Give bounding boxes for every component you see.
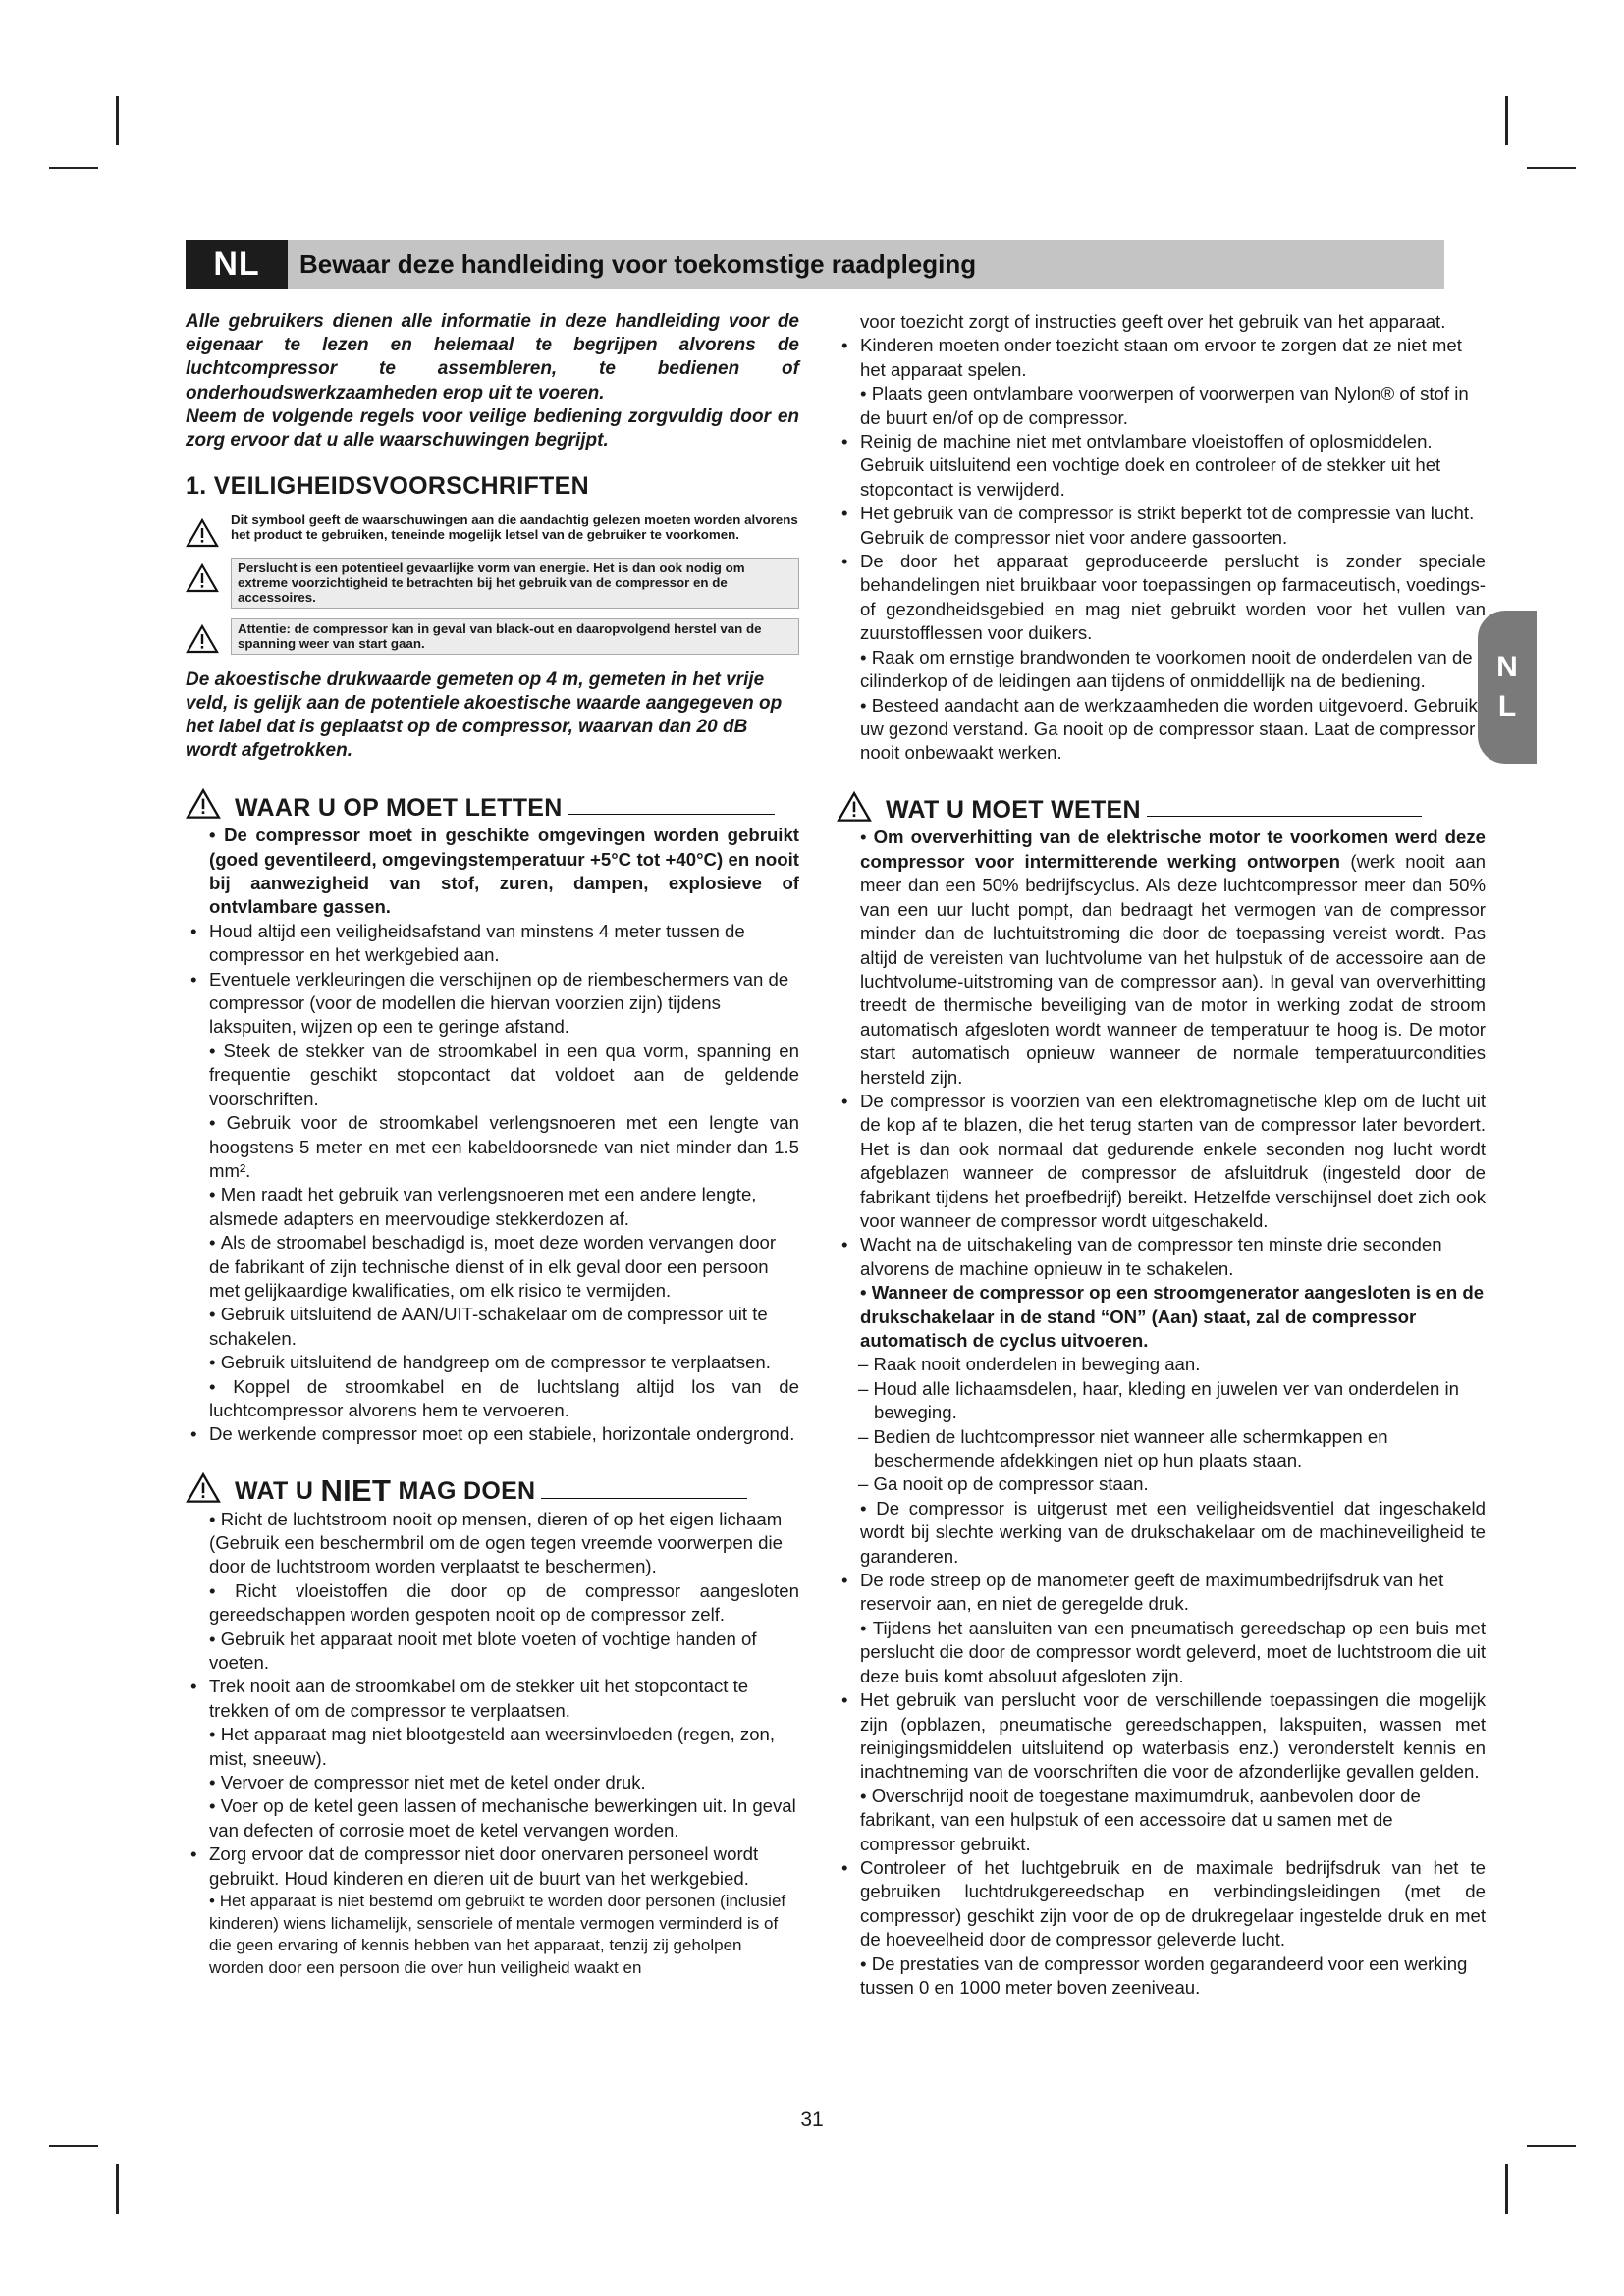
list-item: • Houd altijd een veiligheidsafstand van minstens 4 meter tussen de compressor en het werkgebied aan. [186,920,799,968]
crop-mark [116,96,119,145]
left-column [186,310,799,1979]
page-number: 31 [800,2109,824,2131]
list-item: • Richt de luchtstroom nooit op mensen, dieren of op het eigen lichaam (Gebruik een beschermbril om de ogen tegen vreemde voorwerpen die door de luchtstroom worden verplaatst te beschermen). [186,1508,799,1579]
list-item: • Tijdens het aansluiten van een pneumatisch gereedschap op een buis met perslucht die door de compressor wordt geleverd, moet de luchtstroom die uit deze buis komt absoluut afgesloten zijn. [837,1617,1486,1688]
list-item: • Wacht na de uitschakeling van de compressor ten minste drie seconden alvorens de machine opnieuw in te schakelen. [837,1233,1486,1281]
crop-mark [1527,2145,1576,2147]
crop-mark [49,167,98,169]
list-item: • Gebruik uitsluitend de AAN/UIT-schakelaar om de compressor uit te schakelen. [186,1303,799,1351]
list-item: • Eventuele verkleuringen die verschijnen op de riembeschermers van de compressor (voor de modellen die hiervan voorzien zijn) tijdens lakspuiten, wijzen op een te geringe afstand. [186,968,799,1040]
list-item: • Gebruik het apparaat nooit met blote voeten of vochtige handen of voeten. [186,1628,799,1676]
subsection-title-emphasis: NIET [320,1473,392,1509]
list-item: • Koppel de stroomkabel en de luchtslang altijd los van de luchtcompressor alvorens hem te vervoeren. [186,1375,799,1423]
warning-triangle-icon [186,1472,221,1504]
header-title: Bewaar deze handleiding voor toekomstige raadpleging [299,249,977,279]
subsection-title-part: WAT U [235,1477,321,1506]
crop-mark [1505,96,1508,145]
emphasis-text: Om oververhitting van de elektrische motor te voorkomen werd deze compressor voor intermitterende werking ontworpen [860,827,1486,872]
right-column [837,310,1486,2000]
list-item: • Plaats geen ontvlambare voorwerpen of voorwerpen van Nylon® of stof in de buurt en/of op de compressor. [837,382,1486,430]
crop-mark [116,2164,119,2214]
list-item: • Als de stroomabel beschadigd is, moet deze worden vervangen door de fabrikant of zijn technische dienst of in elk geval door een persoon met gelijkaardige kwalificaties, om elk risico te vermijden. [186,1231,799,1303]
warning-triangle-icon [186,624,219,654]
list-item: • Zorg ervoor dat de compressor niet door onervaren personeel wordt gebruikt. Houd kinderen en dieren uit de buurt van het werkgebied. [186,1842,799,1891]
heading-rule [1147,816,1422,817]
subsection-title-part: MAG DOEN [391,1477,536,1506]
list-item [837,826,1486,1089]
list-item: • De compressor moet in geschikte omgevingen worden gebruikt (goed geventileerd, omgevingstemperatuur +5°C tot +40°C) en nooit bij aanwezigheid van stof, zuren, dampen, explosieve of ontvlambare gassen. [186,824,799,920]
dash-item: – Bedien de luchtcompressor niet wanneer alle schermkappen en beschermende afdekkingen niet op hun plaats staan. [837,1425,1486,1473]
acoustic-paragraph: De akoestische drukwaarde gemeten op 4 m, gemeten in het vrije veld, is gelijk aan de potentiele akoestische waarde aangegeven op het label dat is geplaatst op de compressor, waarvan dan 20 dB wordt afgetrokken. [186,668,783,762]
heading-rule [541,1498,747,1499]
warning-note [186,618,799,655]
dash-item: – Raak nooit onderdelen in beweging aan. [837,1353,1486,1376]
list-item: • Besteed aandacht aan de werkzaamheden die worden uitgevoerd. Gebruik uw gezond verstand. Ga nooit op de compressor staan. Laat de compressor nooit onbewaakt werken. [837,694,1486,766]
subsection-title: WAT U MOET WETEN [886,796,1141,825]
side-tab-letter: N [1496,651,1518,683]
list-item: • De prestaties van de compressor worden gegarandeerd voor een werking tussen 0 en 1000 meter boven zeeniveau. [837,1952,1486,2001]
crop-mark [1505,2164,1508,2214]
list-item: • Gebruik uitsluitend de handgreep om de compressor te verplaatsen. [186,1351,799,1374]
list-item: • De door het apparaat geproduceerde perslucht is zonder speciale behandelingen niet bruikbaar voor toepassingen op farmaceutisch, voedings- of gezondheidsgebied en mag niet gebruikt worden voor het vullen van zuurstofflessen voor duikers. [837,550,1486,646]
list-item: • Overschrijd nooit de toegestane maximumdruk, aanbevolen door de fabrikant, van een hulpstuk of een accessoire dat u samen met de compressor gebruikt. [837,1785,1486,1856]
dash-item: – Houd alle lichaamsdelen, haar, kleding en juwelen ver van onderdelen in beweging. [837,1377,1486,1425]
dash-item: – Ga nooit op de compressor staan. [837,1472,1486,1496]
note-text: Attentie: de compressor kan in geval van black-out en daaropvolgend herstel van de spanning weer van start gaan. [231,618,799,655]
intro-paragraph: Alle gebruikers dienen alle informatie in deze handleiding voor de eigenaar te lezen en helemaal te begrijpen alvorens de luchtcompressor te assembleren, te bedienen of onderhoudswerkzaamheden erop uit te voeren. [186,311,799,403]
subsection-heading [186,788,799,820]
warning-note [186,512,799,548]
warning-triangle-icon [186,788,221,820]
crop-mark [1527,167,1576,169]
list-item: • Het gebruik van perslucht voor de verschillende toepassingen die mogelijk zijn (opblazen, pneumatische gereedschappen, lakspuiten, wassen met reinigingsmiddelen uitsluitend op waterbasis enz.) veronderstelt kennis en inachtneming van de voorschriften die voor de afzonderlijke gevallen gelden. [837,1688,1486,1785]
list-item: • Vervoer de compressor niet met de ketel onder druk. [186,1771,799,1794]
list-item: • Richt vloeistoffen die door op de compressor aangesloten gereedschappen worden gespoten nooit op de compressor zelf. [186,1579,799,1628]
list-item: • Men raadt het gebruik van verlengsnoeren met een andere lengte, alsmede adapters en meervoudige stekkerdozen af. [186,1183,799,1231]
list-item: • De compressor is uitgerust met een veiligheidsventiel dat ingeschakeld wordt bij slechte werking van de drukschakelaar om de machineveiligheid te garanderen. [837,1497,1486,1569]
list-item: • Steek de stekker van de stroomkabel in een qua vorm, spanning en frequentie geschikt stopcontact dat voldoet aan de geldende voorschriften. [186,1040,799,1111]
warning-note [186,558,799,609]
subsection-heading [186,1472,799,1509]
list-item: • Het gebruik van de compressor is strikt beperkt tot de compressie van lucht. Gebruik de compressor niet voor andere gassoorten. [837,502,1486,550]
list-item: • Trek nooit aan de stroomkabel om de stekker uit het stopcontact te trekken of om de compressor te verplaatsen. [186,1675,799,1723]
body-text: (werk nooit aan meer dan een 50% bedrijfscyclus. Als deze luchtcompressor meer dan 50% van een uur lucht pompt, dan bedraagt het vermogen van de compressor minder dan de luchtuitstroming die door de toepassing vereist wordt. Pas altijd de vereisten van luchtvolume van het hulpstuk of de accessoire aan de luchtvolume-uitstroming van de compressor aan). In geval van oververhitting treedt de thermische beveiliging van de motor in werking zodat de stroom automatisch afgesloten wordt wanneer de temperatuur te hoog is. De motor start automatisch opnieuw wanneer de normale temperatuurcondities hersteld zijn. [860,850,1487,1088]
note-text: Perslucht is een potentieel gevaarlijke vorm van energie. Het is dan ook nodig om extreme voorzichtigheid te betrachten bij het gebruik van de compressor en de accessoires. [231,558,799,609]
subsection-title: WAAR U OP MOET LETTEN [235,793,563,822]
list-item: • De rode streep op de manometer geeft de maximumbedrijfsdruk van het reservoir aan, en niet de geregelde druk. [837,1569,1486,1617]
warning-triangle-icon [186,518,219,548]
header-bar [186,240,1444,289]
side-tab-letter: L [1497,690,1517,722]
language-code: NL [186,240,288,289]
language-side-tab [1478,611,1537,764]
list-item: • De werkende compressor moet op een stabiele, horizontale ondergrond. [186,1422,799,1446]
note-text: Dit symbool geeft de waarschuwingen aan die aandachtig gelezen moeten worden alvorens het product te gebruiken, teneinde mogelijk letsel van de gebruiker te voorkomen. [231,511,798,543]
list-item: voor toezicht zorgt of instructies geeft over het gebruik van het apparaat. [860,311,1446,332]
warning-triangle-icon [837,791,872,823]
list-item: • Het apparaat is niet bestemd om gebruikt te worden door personen (inclusief kinderen) wiens lichamelijk, sensoriele of mentale vermogen verminderd is of die geen ervaring of kennis hebben van het apparaat, tenzij zij geholpen worden door een persoon die over hun veiligheid waakt en [186,1891,799,1979]
crop-mark [49,2145,98,2147]
list-item: • Gebruik voor de stroomkabel verlengsnoeren met een lengte van hoogstens 5 meter en met een kabeldoorsnede van niet minder dan 1.5 mm². [186,1111,799,1183]
list-item: • Kinderen moeten onder toezicht staan om ervoor te zorgen dat ze niet met het apparaat spelen. [837,334,1486,382]
list-item: • De compressor is voorzien van een elektromagnetische klep om de lucht uit de kop af te blazen, die het terug starten van de compressor later bevordert. Het is dan ook normaal dat gedurende enkele seconden nog lucht wordt afgeblazen wanneer de compressor de afsluitdruk (ingesteld door de fabrikant tijdens het proefbedrijf) bereikt. Hetzelfde verschijnsel doet zich ook voor wanneer de compressor wordt uitgeschakeld. [837,1090,1486,1233]
list-item: • Reinig de machine niet met ontvlambare vloeistoffen of oplosmiddelen. Gebruik uitsluitend een vochtige doek en controleer of de stekker uit het stopcontact is verwijderd. [837,430,1486,502]
list-item: • Het apparaat mag niet blootgesteld aan weersinvloeden (regen, zon, mist, sneeuw). [186,1723,799,1771]
section-title: 1. VEILIGHEIDSVOORSCHRIFTEN [186,472,589,501]
list-item: • Wanneer de compressor op een stroomgenerator aangesloten is en de drukschakelaar in de stand “ON” (Aan) staat, zal de compressor automatisch de cyclus uitvoeren. [837,1281,1486,1353]
intro-paragraph: Neem de volgende regels voor veilige bediening zorgvuldig door en zorg ervoor dat u alle waarschuwingen begrijpt. [186,405,799,452]
heading-rule [568,814,775,815]
subsection-heading [837,791,1486,823]
warning-triangle-icon [186,563,219,593]
list-item: • Controleer of het luchtgebruik en de maximale bedrijfsdruk van het te gebruiken luchtdrukgereedschap en verbindingsleidingen (met de compressor) geschikt zijn voor de op de drukregelaar ingestelde druk en met de hoeveelheid door de compressor geleverde lucht. [837,1856,1486,1952]
list-item: • Voer op de ketel geen lassen of mechanische bewerkingen uit. In geval van defecten of corrosie moet de ketel vervangen worden. [186,1794,799,1842]
list-item: • Raak om ernstige brandwonden te voorkomen nooit de onderdelen van de cilinderkop of de leidingen aan tijdens of onmiddellijk na de bediening. [837,646,1486,694]
